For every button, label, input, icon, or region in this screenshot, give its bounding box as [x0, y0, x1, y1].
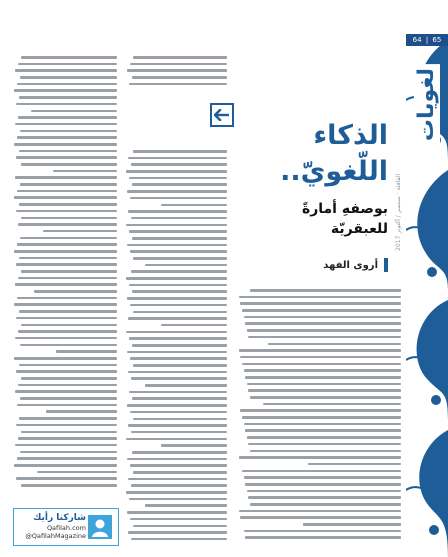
body-column-left [13, 56, 117, 494]
text-line [161, 204, 227, 207]
text-line [130, 63, 227, 66]
text-line [248, 389, 401, 392]
text-line [127, 244, 227, 247]
text-line [14, 303, 117, 306]
text-line [19, 364, 117, 367]
text-line [250, 289, 401, 292]
text-line [14, 250, 117, 253]
text-line [56, 350, 117, 353]
text-line [132, 397, 227, 400]
text-line [16, 210, 117, 213]
text-line [19, 96, 117, 99]
text-line [133, 525, 227, 528]
text-line [20, 76, 117, 79]
text-line [239, 510, 401, 513]
text-line [133, 150, 227, 153]
text-line [129, 83, 227, 86]
text-line [245, 376, 401, 379]
text-line [130, 357, 227, 360]
text-line [14, 357, 117, 360]
issue-meta-text: القافلة · سبتمبر / أكتوبر 2017 [394, 173, 402, 251]
byline-accent-bar [384, 258, 388, 272]
text-line [53, 170, 117, 173]
text-line [240, 516, 401, 519]
text-line [16, 156, 117, 159]
text-line [128, 210, 227, 213]
text-line [245, 429, 401, 432]
text-line [131, 270, 227, 273]
article-subtitle [218, 199, 388, 240]
text-line [242, 309, 401, 312]
text-line [129, 284, 227, 287]
text-line [131, 163, 227, 166]
text-line [132, 451, 227, 454]
text-line [18, 223, 117, 226]
text-line [240, 409, 401, 412]
text-line [17, 404, 117, 407]
text-line [130, 464, 227, 467]
text-line [132, 290, 227, 293]
text-line [18, 437, 117, 440]
text-line [16, 370, 117, 373]
text-line [263, 403, 401, 406]
text-line [126, 277, 227, 280]
text-line [248, 496, 401, 499]
text-line [133, 364, 227, 367]
text-line [21, 431, 117, 434]
text-line [17, 297, 117, 300]
text-line [128, 371, 227, 374]
text-line [14, 143, 117, 146]
text-line [131, 431, 227, 434]
text-line [244, 316, 401, 319]
text-line [239, 349, 401, 352]
text-line [20, 183, 117, 186]
text-line [20, 344, 117, 347]
text-line [20, 397, 117, 400]
article-title-block [218, 120, 388, 239]
text-line [127, 69, 227, 72]
text-line [248, 336, 401, 339]
text-line [128, 317, 227, 320]
issue-meta [392, 173, 404, 251]
text-line [133, 257, 227, 260]
text-line [242, 470, 401, 473]
section-label [410, 50, 444, 160]
text-line [18, 384, 117, 387]
text-line [16, 317, 117, 320]
text-line [131, 484, 227, 487]
text-line [129, 230, 227, 233]
text-line [15, 337, 117, 340]
text-line [242, 363, 401, 366]
text-line [161, 444, 227, 447]
text-line [126, 170, 227, 173]
page-number-tab: 64 | 65 [406, 34, 448, 46]
article-title-line1: الذكاء [313, 120, 388, 151]
text-line [17, 243, 117, 246]
comment-person-icon [86, 513, 114, 541]
text-line [250, 450, 401, 453]
share-box[interactable] [13, 508, 119, 546]
text-line [131, 538, 227, 541]
text-line [17, 190, 117, 193]
text-line [244, 530, 401, 533]
text-line [145, 264, 227, 267]
text-line [239, 456, 401, 459]
article-title-line2: اللّغويّ.. [280, 156, 388, 188]
text-line [16, 424, 117, 427]
text-line [161, 324, 227, 327]
text-line [127, 351, 227, 354]
text-line [247, 490, 401, 493]
text-line [37, 471, 117, 474]
text-line [244, 423, 401, 426]
text-line [132, 183, 227, 186]
text-line [129, 177, 227, 180]
share-title: شاركنا رأيك [33, 513, 86, 524]
text-line [130, 411, 227, 414]
text-line [127, 511, 227, 514]
text-line [247, 329, 401, 332]
section-label-text: لغويات [414, 64, 440, 145]
text-line [15, 444, 117, 447]
text-line [130, 518, 227, 521]
article-subtitle-line1: بوصفهِ أمارةً [301, 200, 388, 217]
text-line [128, 478, 227, 481]
text-line [239, 296, 401, 299]
text-line [20, 451, 117, 454]
text-line [19, 310, 117, 313]
text-line [244, 369, 401, 372]
text-line [21, 270, 117, 273]
page-number-left: 64 [412, 36, 422, 44]
text-line [129, 391, 227, 394]
text-line [18, 277, 117, 280]
text-line [129, 498, 227, 501]
text-line [15, 390, 117, 393]
text-line [18, 63, 117, 66]
text-line [14, 196, 117, 199]
text-line [145, 384, 227, 387]
text-line [21, 484, 117, 487]
text-line [245, 536, 401, 539]
author-name: أروى الفهد [323, 259, 378, 271]
text-line [145, 504, 227, 507]
text-line [126, 331, 227, 334]
text-line [19, 150, 117, 153]
share-site[interactable]: Qafilah.com [46, 523, 86, 532]
text-line [132, 237, 227, 240]
text-line [16, 263, 117, 266]
text-line [128, 157, 227, 160]
text-line [133, 418, 227, 421]
text-line [17, 457, 117, 460]
share-handle[interactable]: @QafilahMagazine [25, 532, 86, 541]
text-line [20, 237, 117, 240]
text-line [130, 250, 227, 253]
text-line [126, 438, 227, 441]
text-line [130, 304, 227, 307]
text-line [21, 324, 117, 327]
text-line [15, 123, 117, 126]
text-line [15, 69, 117, 72]
text-line [248, 443, 401, 446]
byline [288, 258, 388, 272]
text-line [250, 396, 401, 399]
text-line [132, 344, 227, 347]
text-line [46, 410, 117, 413]
text-line [240, 302, 401, 305]
text-line [133, 311, 227, 314]
text-line [128, 531, 227, 534]
text-line [126, 491, 227, 494]
text-line [240, 356, 401, 359]
text-line [17, 83, 117, 86]
text-line [126, 224, 227, 227]
text-line [21, 377, 117, 380]
text-line [132, 76, 227, 79]
text-line [14, 464, 117, 467]
text-line [127, 404, 227, 407]
text-line [21, 217, 117, 220]
text-line [268, 343, 401, 346]
text-line [19, 257, 117, 260]
text-line [245, 483, 401, 486]
text-line [14, 89, 117, 92]
text-line [21, 56, 117, 59]
text-line [127, 297, 227, 300]
text-line [247, 383, 401, 386]
text-line [129, 337, 227, 340]
article-subtitle-line2: للعبقريّة [330, 221, 388, 238]
text-line [244, 476, 401, 479]
text-line [20, 130, 117, 133]
text-line [303, 523, 401, 526]
text-line [21, 163, 117, 166]
text-line [250, 503, 401, 506]
text-line [31, 110, 117, 113]
text-line [308, 463, 401, 466]
text-line [19, 203, 117, 206]
text-line [19, 417, 117, 420]
body-column-middle-top [125, 56, 227, 90]
body-column-middle [125, 150, 227, 550]
text-line [133, 56, 227, 59]
text-line [247, 436, 401, 439]
text-line [127, 190, 227, 193]
text-line [128, 424, 227, 427]
text-line [16, 477, 117, 480]
text-line [18, 116, 117, 119]
text-line [131, 217, 227, 220]
text-line [245, 322, 401, 325]
text-line [34, 290, 117, 293]
text-line [127, 458, 227, 461]
text-line [43, 230, 117, 233]
text-line [16, 103, 117, 106]
text-line [17, 136, 117, 139]
text-line [130, 197, 227, 200]
text-line [15, 283, 117, 286]
text-line [18, 330, 117, 333]
text-line [15, 176, 117, 179]
text-line [133, 471, 227, 474]
page-number-right: 65 [432, 36, 442, 44]
text-line [242, 416, 401, 419]
text-line [131, 377, 227, 380]
body-column-right [237, 289, 401, 550]
